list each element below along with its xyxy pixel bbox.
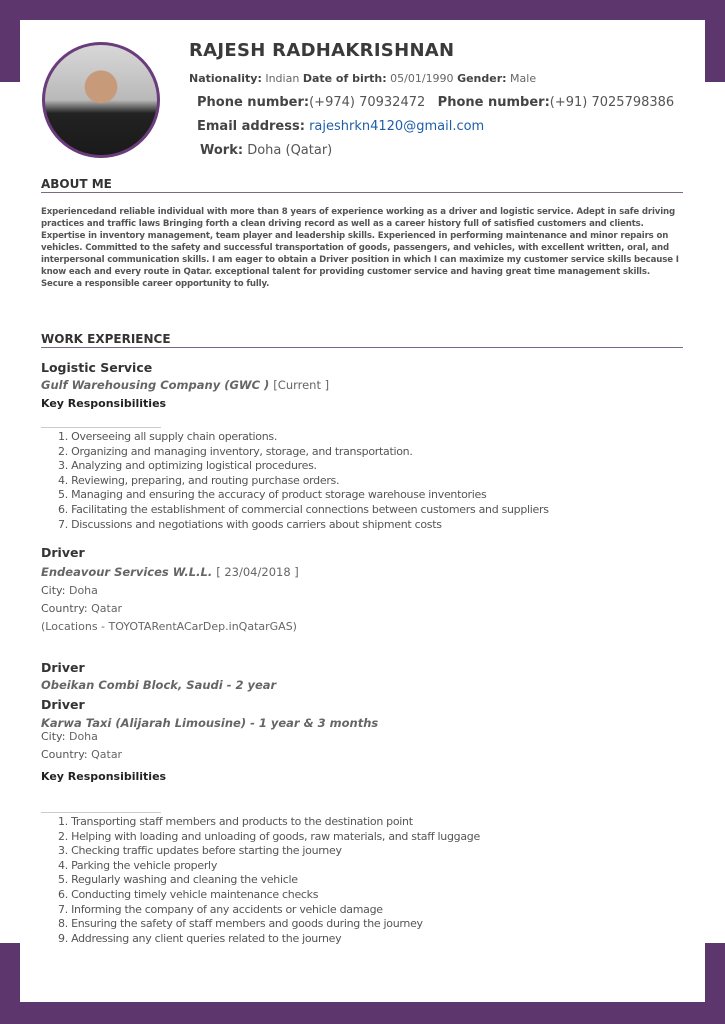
list-item: 5. Regularly washing and cleaning the vehicle [58,873,298,887]
job-title: Driver [41,697,85,712]
job-locations: (Locations - TOYOTARentACarDep.inQatarGAS) [41,620,297,633]
responsibilities-list [58,815,480,946]
work-label: Work: [200,143,244,158]
list-item: 1. Transporting staff members and products to the destination point [58,815,413,828]
job-country [41,748,122,761]
gender: Male [510,72,537,85]
list-item: 9. Addressing any client queries related to the journey [58,931,342,945]
city: Doha [68,730,98,743]
job-country [41,602,122,615]
email-line [197,119,484,134]
list-item: 4. Reviewing, preparing, and routing purchase orders. [58,473,340,487]
list-item: 8. Ensuring the safety of staff members and goods during the journey [58,917,423,931]
country-label: Country: [41,748,88,761]
dob-label: Date of birth: [302,72,387,85]
city-label: City: [41,730,66,743]
job-company: Obeikan Combi Block, Saudi - 2 year [41,678,277,692]
divider [41,812,161,813]
list-item: 1. Overseeing all supply chain operations. [58,430,278,443]
country-label: Country: [41,602,88,615]
list-item: 3. Analyzing and optimizing logistical procedures. [58,459,317,473]
phone-line [197,95,674,110]
candidate-name: RAJESH RADHAKRISHNAN [189,40,455,61]
job-city [41,584,98,597]
job-company [41,378,329,392]
job-title: Logistic Service [41,360,153,375]
list-item: 6. Conducting timely vehicle maintenance checks [58,887,319,901]
country: Qatar [91,748,123,761]
key-responsibilities-label: Key Responsibilities [41,397,167,410]
gender-label: Gender: [457,72,507,85]
job-city [41,730,98,743]
work-location: Doha (Qatar) [247,143,333,158]
country: Qatar [91,602,123,615]
profile-photo [42,42,160,158]
personal-info [189,72,536,85]
nationality-label: Nationality: [189,72,262,85]
company-name: Endeavour Services W.L.L. [41,565,213,579]
list-item: 4. Parking the vehicle properly [58,858,218,872]
email-label: Email address: [197,119,305,134]
about-text: Experiencedand reliable individual with more than 8 years of experience working as a driver and logistic service. Adept in safe driving practices and traffic laws Bringing forth a clean driving record as well as a career history full of satisfied customers and clients. Expertise in inventory management, team player and leadership skills. Experienced in performing maintenance and minor repairs on vehicles. Committed to the safety and successful transportation of goods, passengers, and vehicles, with excellent written, oral, and interpersonal communication skills. I am eager to obtain a Driver position in which I can maximize my customer service skills because I know each and every route in Qatar. exceptional talent for providing customer service and having great time management skills. Secure a responsible career opportunity to fully. [41,207,679,289]
email-link[interactable]: rajeshrkn4120@gmail.com [309,119,485,134]
job-period: [Current ] [273,378,330,392]
list-item: 3. Checking traffic updates before starting the journey [58,844,342,858]
key-responsibilities-label: Key Responsibilities [41,770,167,783]
phone-label: Phone number: [197,95,310,110]
job-company [41,565,299,579]
list-item: 7. Informing the company of any accidents or vehicle damage [58,902,383,916]
job-company: Karwa Taxi (Alijarah Limousine) - 1 year & 3 months [41,716,379,730]
list-item: 2. Organizing and managing inventory, storage, and transportation. [58,444,413,458]
dob: 05/01/1990 [390,72,454,85]
city-label: City: [41,584,66,597]
about-heading: ABOUT ME [41,177,683,193]
job-title: Driver [41,660,85,675]
job-title: Driver [41,545,85,560]
phone-2: (+91) 7025798386 [549,95,675,110]
list-item: 6. Facilitating the establishment of commercial connections between customers and suppliers [58,502,549,516]
work-line [200,143,332,158]
divider [41,427,161,428]
list-item: 7. Discussions and negotiations with goods carriers about shipment costs [58,517,442,531]
list-item: 5. Managing and ensuring the accuracy of product storage warehouse inventories [58,488,487,502]
responsibilities-list [58,430,549,532]
city: Doha [68,584,98,597]
company-name: Gulf Warehousing Company (GWC ) [41,378,270,392]
work-heading: WORK EXPERIENCE [41,332,683,348]
list-item: 2. Helping with loading and unloading of goods, raw materials, and staff luggage [58,829,480,843]
phone-1: (+974) 70932472 [309,95,426,110]
job-period: [ 23/04/2018 ] [216,565,299,579]
nationality: Indian [265,72,300,85]
phone-label-2: Phone number: [437,95,550,110]
